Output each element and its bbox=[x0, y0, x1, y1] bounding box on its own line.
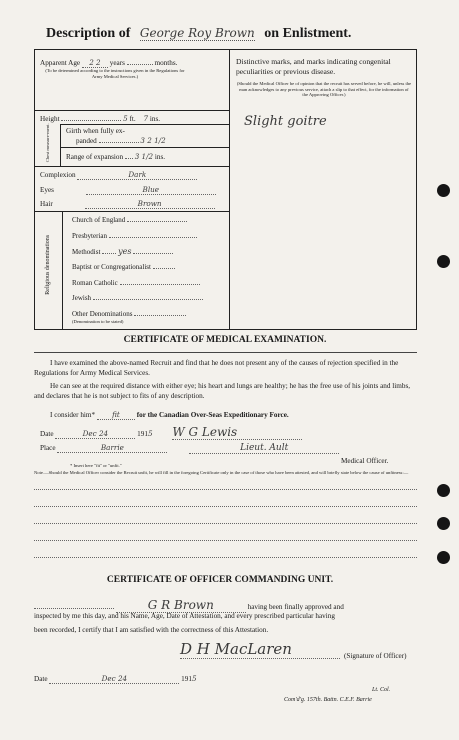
medical-date-value: Dec 24 bbox=[55, 429, 135, 439]
age-value: 2 2 bbox=[82, 58, 108, 68]
page-title bbox=[46, 26, 426, 48]
medical-date-row: Date Dec 24 1915 W G Lewis bbox=[40, 425, 420, 440]
unfitness-line-4 bbox=[34, 540, 417, 541]
unfitness-line-3 bbox=[34, 523, 417, 524]
unfitness-line-5 bbox=[34, 557, 417, 558]
religion-bracket bbox=[62, 211, 63, 329]
column-divider bbox=[229, 49, 230, 330]
officer-year-digit: 5 bbox=[191, 674, 197, 683]
recruit-signature: G R Brown bbox=[116, 598, 246, 613]
punch-hole bbox=[437, 551, 450, 564]
medical-title-rule bbox=[34, 352, 417, 353]
footer-rank: Lt. Col. bbox=[372, 687, 391, 693]
height-ft-value: 5 bbox=[123, 114, 128, 123]
place-value: Barrie bbox=[57, 443, 167, 453]
box-top-border bbox=[34, 49, 417, 50]
other-denomination-note: (Denomination to be stated) bbox=[72, 319, 124, 324]
officer-rank-value: Lieut. Ault bbox=[189, 443, 339, 454]
height-row: Height 5 ft. 7 ins. bbox=[40, 114, 161, 123]
methodist-mark: yes bbox=[118, 247, 132, 256]
range-row: Range of expansion 3 1/2 ins. bbox=[66, 152, 166, 161]
height-in-value: 7 bbox=[143, 114, 149, 123]
medical-paragraph-1: I have examined the above-named Recruit and find that he does not present any of the causes of rejection specified in the Regulations for Army Medical Services. bbox=[34, 359, 399, 377]
age-section-divider bbox=[34, 110, 229, 111]
officer-line-3: been recorded, I certify that I am satisfied with the correctness of this Attestation. bbox=[34, 626, 269, 634]
religion-roman-catholic: Roman Catholic bbox=[72, 279, 222, 287]
hair-row: Hair Brown bbox=[40, 199, 226, 209]
medical-paragraph-2: He can see at the required distance with either eye; his heart and lungs are healthy; he has the free use of his joints and limbs, and declares that he is not subject to fits of any description. bbox=[34, 382, 411, 400]
age-note: (To be determined according to the instructions given in the Regulations for Army Medical Services.) bbox=[45, 68, 185, 79]
unfitness-line-1 bbox=[34, 489, 417, 490]
eyes-row: Eyes Blue bbox=[40, 185, 226, 195]
recruit-name: George Roy Brown bbox=[139, 26, 255, 40]
fit-value: fit bbox=[97, 410, 135, 420]
distinctive-marks-value: Slight goitre bbox=[244, 114, 327, 129]
girth-value: 3 2 1/2 bbox=[140, 136, 166, 145]
medical-officer-label: Medical Officer. bbox=[341, 457, 389, 465]
consider-line: I consider him* fit for the Canadian Over-Seas Expeditionary Force. bbox=[50, 410, 289, 419]
chest-top-line bbox=[60, 124, 229, 125]
officer-date-row: Date Dec 24 1915 bbox=[34, 674, 197, 683]
medical-place-row: Place Barrie Lieut. Ault bbox=[40, 443, 420, 454]
box-right-border bbox=[416, 49, 417, 330]
punch-hole bbox=[437, 184, 450, 197]
chest-label: Chest measure-ment. bbox=[45, 123, 51, 163]
girth-divider bbox=[60, 147, 229, 148]
officer-line-1: G R Brown having been finally approved and bbox=[34, 598, 424, 613]
medical-officer-signature: W G Lewis bbox=[172, 425, 302, 440]
girth-label-1: Girth when fully ex- bbox=[66, 127, 125, 135]
religion-jewish: Jewish bbox=[72, 294, 222, 302]
punch-hole bbox=[437, 255, 450, 268]
punch-hole bbox=[437, 484, 450, 497]
punch-hole bbox=[437, 517, 450, 530]
religion-methodist: Methodist yes bbox=[72, 247, 222, 256]
complexion-value: Dark bbox=[77, 170, 197, 180]
footer-unit: Com'd'g. 157th. Battn. C.E.F. Barrie bbox=[284, 697, 372, 703]
religion-church-of-england: Church of England bbox=[72, 216, 222, 224]
box-left-border bbox=[34, 49, 35, 330]
range-value: 3 1/2 bbox=[134, 152, 154, 161]
officer-date-value: Dec 24 bbox=[49, 674, 179, 684]
eyes-value: Blue bbox=[86, 185, 216, 195]
religion-label: Religious denominations bbox=[45, 234, 52, 295]
religion-presbyterian: Presbyterian bbox=[72, 232, 222, 240]
chest-bracket bbox=[60, 124, 61, 166]
distinctive-marks-note: (Should the Medical Officer be of opinion that the recruit has served before, he will, unless the man acknowledges to any previous service, attach a slip to that effect, for the information of the Approving Officer.) bbox=[236, 81, 412, 98]
apparent-age-row: Apparent Age 2 2 years months. bbox=[40, 58, 178, 67]
signature-of-officer-label: (Signature of Officer) bbox=[344, 652, 407, 660]
box-bottom-border bbox=[34, 329, 417, 330]
insert-note: * Insert here "fit" or "unfit." bbox=[70, 463, 122, 468]
hair-value: Brown bbox=[85, 199, 215, 209]
girth-row: panded 3 2 1/2 bbox=[76, 136, 166, 145]
distinctive-marks-title: Distinctive marks, and marks indicating congenital peculiarities or previous disease. bbox=[236, 57, 391, 76]
medical-certificate-title: CERTIFICATE OF MEDICAL EXAMINATION. bbox=[123, 335, 327, 345]
officer-certificate-title: CERTIFICATE OF OFFICER COMMANDING UNIT. bbox=[106, 575, 334, 585]
religion-other: Other Denominations bbox=[72, 310, 222, 318]
unfitness-note: Note.—Should the Medical Officer consider the Recruit unfit, he will fill in the foregoing Certificate only in the case of those who have been attested, and will briefly state below the cause of unfitness:— bbox=[34, 470, 409, 475]
medical-year-digit: 5 bbox=[147, 429, 153, 438]
title-prefix: Description of bbox=[46, 26, 131, 41]
commanding-officer-signature: D H MacLaren bbox=[180, 640, 340, 659]
religion-top-line bbox=[34, 211, 229, 212]
complexion-row: Complexion Dark bbox=[40, 170, 226, 180]
officer-line-2: inspected by me this day, and his Name, Age, Date of Attestation, and every prescribed particular having bbox=[34, 612, 335, 620]
chest-bottom-line bbox=[34, 166, 229, 167]
religion-baptist: Baptist or Congregationalist bbox=[72, 263, 222, 271]
unfitness-line-2 bbox=[34, 506, 417, 507]
title-suffix: on Enlistment. bbox=[264, 26, 352, 41]
